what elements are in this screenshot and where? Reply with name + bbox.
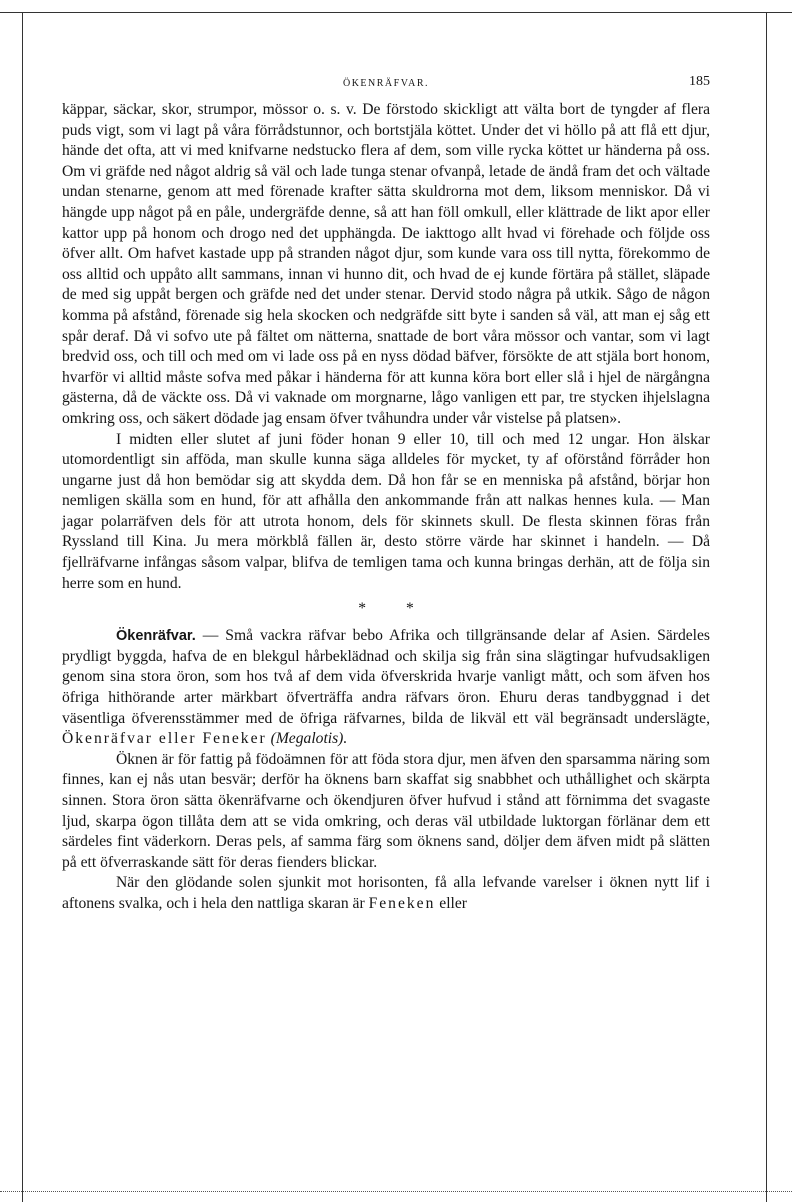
section-divider: * *	[358, 600, 432, 618]
section-intro-text: — Små vackra räfvar bebo Afrika och tillgränsande delar af Asien. Särdeles prydligt byggda, hafva de en blekgul hårbeklädnad och skilja sig från sina slägtingar hufvudsakligen genom sina stora öron, som hos två af dem vida öfverskrida hvarje vanligt mått, och som äfven hos öfriga hithörande arter märkbart öfverträffa andra räfvars öron. Ehuru deras tandbyggnad i det väsentliga öfverensstämmer med de öfriga räfvarnes, bilda de likväl ett väl begränsadt underslägte,	[62, 627, 710, 727]
scan-border-bottom	[0, 1191, 792, 1192]
paragraph-3: Öknen är för fattig på födoämnen för att föda stora djur, men äfven den sparsamma näring som finnes, kan ej nås utan besvär; derför ha öknens barn skaffat sig snabbhet och uthållighet och skärpta sinnen. Stora öron sätta ökenräfvarne och ökendjuren öfver hufvud i stånd att förnimma det svagaste ljud, skarpa ögon tillåta dem att se vida omkring, och deras väl utbildade luktorgan förlänar dem ett särdeles fint väderkorn. Deras pels, af samma färg som öknens sand, döljer dem äfven midt på slätten på ett öfverraskande sätt för deras fienders blickar.	[62, 750, 710, 871]
paragraph-4-end: eller	[435, 894, 467, 912]
genus-latin-name: (Megalotis).	[270, 730, 348, 748]
scan-border-right	[766, 12, 767, 1202]
section-heading: Ökenräfvar.	[116, 628, 196, 645]
page-number: 185	[689, 74, 710, 89]
paragraph-2: I midten eller slutet af juni föder honan 9 eller 10, till och med 12 ungar. Hon älskar utomordentligt sin afföda, man skulle kunna säga alldeles för mycket, ty af oförstånd förråder hon ungarne just då hon bemödar sig att skydda dem. Då hon får se en menniska på afstånd, börjar hon nemligen skälla som en hund, för att afhålla den ankommande från att nalkas hennes kula. — Man jagar polarräfven dels för att utrota honom, dels för skinnets skull. De flesta skinnen föras från Ryssland till Kina. Ju mera mörkblå fällen är, desto större värde har skinnet i handeln. — Då fjellräfvarne infångas såsom valpar, blifva de temligen tama och kunna bringas derhän, att de följa sin herre som en hund.	[62, 430, 710, 592]
running-title: ÖKENRÄFVAR.	[342, 78, 430, 89]
scan-border-left	[22, 12, 23, 1202]
scan-border-top	[0, 12, 792, 13]
paragraph-1: käppar, säckar, skor, strumpor, mössor o. s. v. De förstodo skickligt att välta bort de tyngder af flera puds vigt, som vi lagt på våra förrådstunnor, och bortstjäla köttet. Under det vi höllo på att flå ett djur, hände det ofta, att vi med knifvarne nedstucko flera af dem, som ville rycka köttet ur händerna på oss. Om vi gräfde ned något aldrig så väl och lade tunga stenar ofvanpå, letade de ändå fram det och vältade undan stenarne, genom att med förenade krafter sätta skuldrorna mot dem, liksom menniskor. Då vi hängde upp något på en påle, undergräfde denne, så att han föll omkull, eller klättrade de likt apor eller kattor upp på honom och drogo ned det upphängda. De iakttogo allt hvad vi förehade och följde oss öfver allt. Om hafvet kastade upp på stranden något djur, som kunde vara oss till nytta, förekommo de oss alltid och uppåto allt sammans, innan vi hunno dit, och hvad de ej kunde förtära på stället, släpade de med sig uppåt bergen och gräfde ned det under stenar. Dervid stodo några på utkik. Sågo de någon komma på afstånd, förenade sig hela skocken och nedgräfde sitt byte i sanden så väl, att man ej såg ett spår deraf. Då vi sofvo ute på fältet om nätterna, snattade de bort våra mössor och vantar, som vi lagt bredvid oss, och till och med om vi lade oss på en nyss dödad bäfver, försökte de att stjäla bort honom, hvarför vi alltid måste sofva med påkar i händerna för att kunna köra bort eller slå i hjel de närgångna gästerna, då de väckte oss. Då vi vaknade om morgnarne, lågo vanligen ett par, tre stycken ihjelslagna omkring oss, och säkert dödade jag ensam öfver tvåhundra under vår vistelse på platsen».	[62, 101, 710, 427]
page-body	[62, 100, 710, 915]
genus-name: Ökenräfvar eller Feneker	[62, 730, 267, 748]
paragraph-4	[62, 873, 710, 914]
section-intro	[62, 626, 710, 750]
paragraph-4-spaced-term: Feneken	[368, 894, 436, 912]
paragraph-4-start: När den glödande solen sjunkit mot horisonten, få alla lefvande varelser i öknen nytt lif i aftonens svalka, och i hela den nattliga skaran är	[62, 874, 710, 912]
page-header	[62, 74, 710, 94]
